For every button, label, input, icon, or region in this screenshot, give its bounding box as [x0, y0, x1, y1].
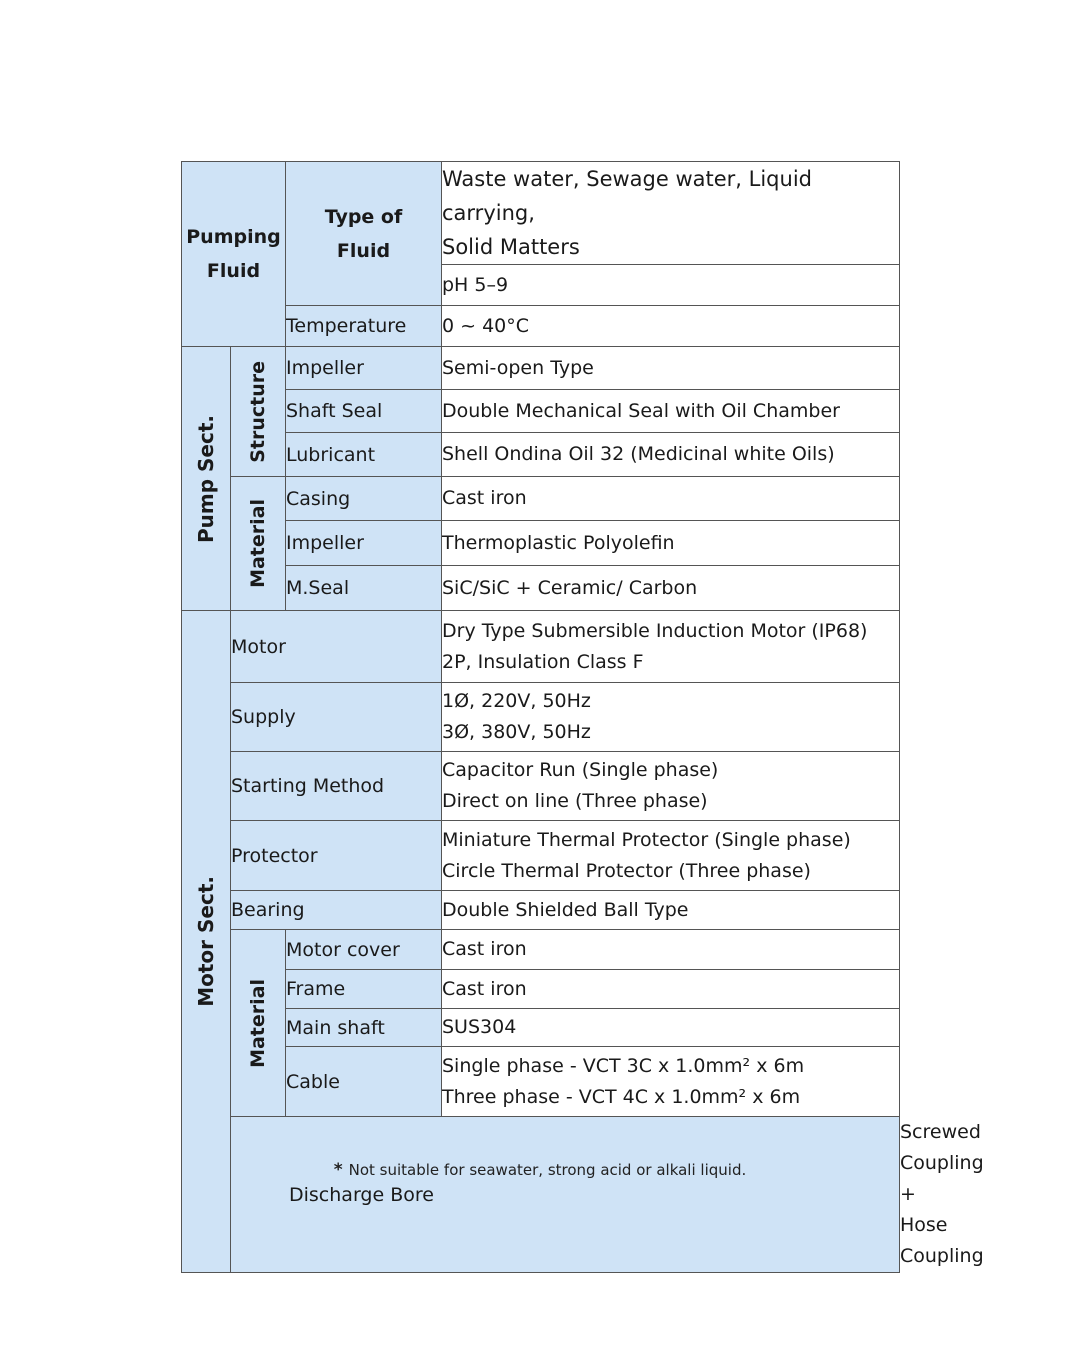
table-row: [182, 752, 900, 821]
impeller-structure-value: Semi-open Type: [442, 347, 900, 390]
protector-value: [442, 821, 900, 891]
lubricant-label: Lubricant: [286, 433, 442, 477]
footnote: [181, 1160, 899, 1180]
supply-value: [442, 683, 900, 752]
table-row: [182, 683, 900, 752]
frame-label: Frame: [286, 970, 442, 1009]
motor-material-header: Material: [231, 930, 286, 1117]
protector-line-2: Circle Thermal Protector (Three phase): [442, 859, 811, 882]
motor-sect-header: Motor Sect.: [182, 611, 231, 1273]
protector-line-1: Miniature Thermal Protector (Single phase): [442, 828, 851, 851]
impeller-material-label: Impeller: [286, 521, 442, 566]
fluid-type-value: [442, 162, 900, 265]
starting-method-label: Starting Method: [231, 752, 442, 821]
cable-label: Cable: [286, 1047, 442, 1117]
pump-material-header: Material: [231, 477, 286, 611]
spec-table: [181, 161, 984, 1273]
table-row: [182, 306, 900, 347]
supply-line-1: 1Ø, 220V, 50Hz: [442, 690, 591, 712]
motor-line-1: Dry Type Submersible Induction Motor (IP68): [442, 619, 868, 642]
table-row: [182, 521, 900, 566]
main-shaft-label: Main shaft: [286, 1009, 442, 1047]
table-row: [182, 970, 900, 1009]
type-of-fluid-label: Type of Fluid: [286, 162, 442, 306]
starting-line-2: Direct on line (Three phase): [442, 790, 708, 812]
table-row: [182, 433, 900, 477]
protector-label: Protector: [231, 821, 442, 891]
table-row: [182, 1009, 900, 1047]
supply-label: Supply: [231, 683, 442, 752]
shaft-seal-value: Double Mechanical Seal with Oil Chamber: [442, 390, 900, 433]
bearing-label: Bearing: [231, 891, 442, 930]
frame-value: Cast iron: [442, 970, 900, 1009]
cable-line-1: Single phase - VCT 3C x 1.0mm² x 6m: [442, 1054, 805, 1077]
table-row: [182, 611, 900, 683]
temperature-value: 0 ~ 40°C: [442, 306, 900, 347]
pump-sect-header: Pump Sect.: [182, 347, 231, 611]
starting-line-1: Capacitor Run (Single phase): [442, 759, 719, 781]
impeller-structure-label: Impeller: [286, 347, 442, 390]
asterisk: *: [333, 1160, 343, 1180]
table-row: [182, 930, 900, 970]
fluid-type-line-1: Waste water, Sewage water, Liquid carrying,: [442, 167, 812, 225]
table-row: [182, 390, 900, 433]
starting-method-value: [442, 752, 900, 821]
table-row: [182, 566, 900, 611]
table-row: [182, 1047, 900, 1117]
discharge-bore-label: Discharge Bore: [231, 1117, 900, 1273]
supply-line-2: 3Ø, 380V, 50Hz: [442, 721, 591, 743]
table-row: [182, 891, 900, 930]
m-seal-value: SiC/SiC + Ceramic/ Carbon: [442, 566, 900, 611]
table-row: [182, 821, 900, 891]
casing-label: Casing: [286, 477, 442, 521]
impeller-material-value: Thermoplastic Polyolefin: [442, 521, 900, 566]
motor-cover-value: Cast iron: [442, 930, 900, 970]
bearing-value: Double Shielded Ball Type: [442, 891, 900, 930]
lubricant-value: Shell Ondina Oil 32 (Medicinal white Oils): [442, 433, 900, 477]
table-row: [182, 347, 900, 390]
cable-line-2: Three phase - VCT 4C x 1.0mm² x 6m: [442, 1085, 801, 1108]
shaft-seal-label: Shaft Seal: [286, 390, 442, 433]
pumping-fluid-header: Pumping Fluid: [182, 162, 286, 347]
table-row: [182, 162, 900, 265]
motor-value: [442, 611, 900, 683]
m-seal-label: M.Seal: [286, 566, 442, 611]
motor-label: Motor: [231, 611, 442, 683]
ph-value: pH 5–9: [442, 265, 900, 306]
footnote-text: Not suitable for seawater, strong acid or alkali liquid.: [348, 1161, 747, 1179]
motor-cover-label: Motor cover: [286, 930, 442, 970]
casing-value: Cast iron: [442, 477, 900, 521]
main-shaft-value: SUS304: [442, 1009, 900, 1047]
cable-value: [442, 1047, 900, 1117]
temperature-label: Temperature: [286, 306, 442, 347]
fluid-type-line-2: Solid Matters: [442, 235, 580, 259]
motor-line-2: 2P, Insulation Class F: [442, 650, 644, 673]
table-row: Discharge Bore Screwed Coupling + Hose Coupling: [182, 1117, 900, 1273]
structure-header: Structure: [231, 347, 286, 477]
table-row: [182, 477, 900, 521]
